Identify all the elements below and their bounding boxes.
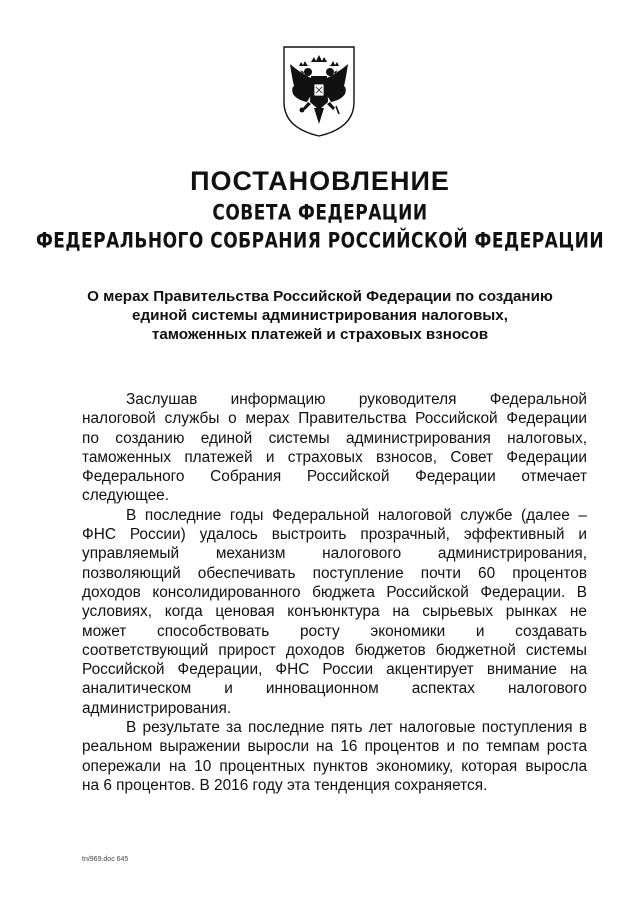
text-line: ФНС России) удалось выстроить прозрачный, эффективный и xyxy=(82,526,587,544)
document-reference: tn/969.doc 645 xyxy=(82,856,129,863)
text-line: В последние годы Федеральной налоговой службе (далее – xyxy=(126,506,587,524)
resolution-heading xyxy=(60,287,580,344)
text-line: управляемый механизм налогового администрирования, xyxy=(82,545,587,563)
issuer-line-1: СОВЕТА ФЕДЕРАЦИИ xyxy=(212,200,428,226)
heading-line: О мерах Правительства Российской Федерации по созданию xyxy=(87,288,553,305)
text-line: доходов консолидированного бюджета Российской Федерации. В xyxy=(82,583,587,601)
text-line: администрирования. xyxy=(82,699,232,717)
text-line: по созданию единой системы администрирования налоговых, xyxy=(82,429,587,447)
text-line: Федерального Собрания Российской Федерации отмечает xyxy=(82,468,587,486)
text-line: опережали на 10 процентных пунктов экономику, которая выросла xyxy=(82,757,587,775)
text-line: реальном выражении выросли на 16 процентов и по темпам роста xyxy=(82,738,587,756)
text-line: таможенных платежей и страховых взносов, Совет Федерации xyxy=(82,448,587,466)
text-line: В результате за последние пять лет налоговые поступления в xyxy=(126,719,587,737)
text-line: на 6 процентов. В 2016 году эта тенденция сохраняется. xyxy=(82,776,488,794)
paragraph-2 xyxy=(82,506,587,718)
heading-line: таможенных платежей и страховых взносов xyxy=(151,326,489,343)
text-line: позволяющий обеспечивать поступление почти 60 процентов xyxy=(82,564,587,582)
paragraph-1 xyxy=(82,390,587,506)
paragraph-3 xyxy=(82,718,587,795)
text-line: соответствующий прирост доходов бюджетов бюджетной системы xyxy=(82,641,587,659)
issuer-line-2: ФЕДЕРАЛЬНОГО СОБРАНИЯ РОССИЙСКОЙ ФЕДЕРАЦИИ xyxy=(35,228,605,254)
text-line: условиях, когда ценовая конъюнктура на сырьевых рынках не xyxy=(82,603,587,621)
document-body xyxy=(82,390,587,795)
russian-coat-of-arms-icon xyxy=(281,44,357,138)
text-line: может способствовать росту экономики и создавать xyxy=(82,622,587,640)
heading-line: единой системы администрирования налоговых, xyxy=(132,307,508,324)
document-title: ПОСТАНОВЛЕНИЕ xyxy=(190,166,450,196)
text-line: аналитическом и инновационном аспектах налогового xyxy=(82,680,587,698)
coat-of-arms-emblem xyxy=(281,44,357,138)
text-line: Российской Федерации, ФНС России акцентирует внимание на xyxy=(82,661,587,679)
text-line: налоговой службы о мерах Правительства Российской Федерации xyxy=(82,410,587,428)
text-line: следующее. xyxy=(82,487,170,505)
text-line: Заслушав информацию руководителя Федеральной xyxy=(126,391,587,408)
